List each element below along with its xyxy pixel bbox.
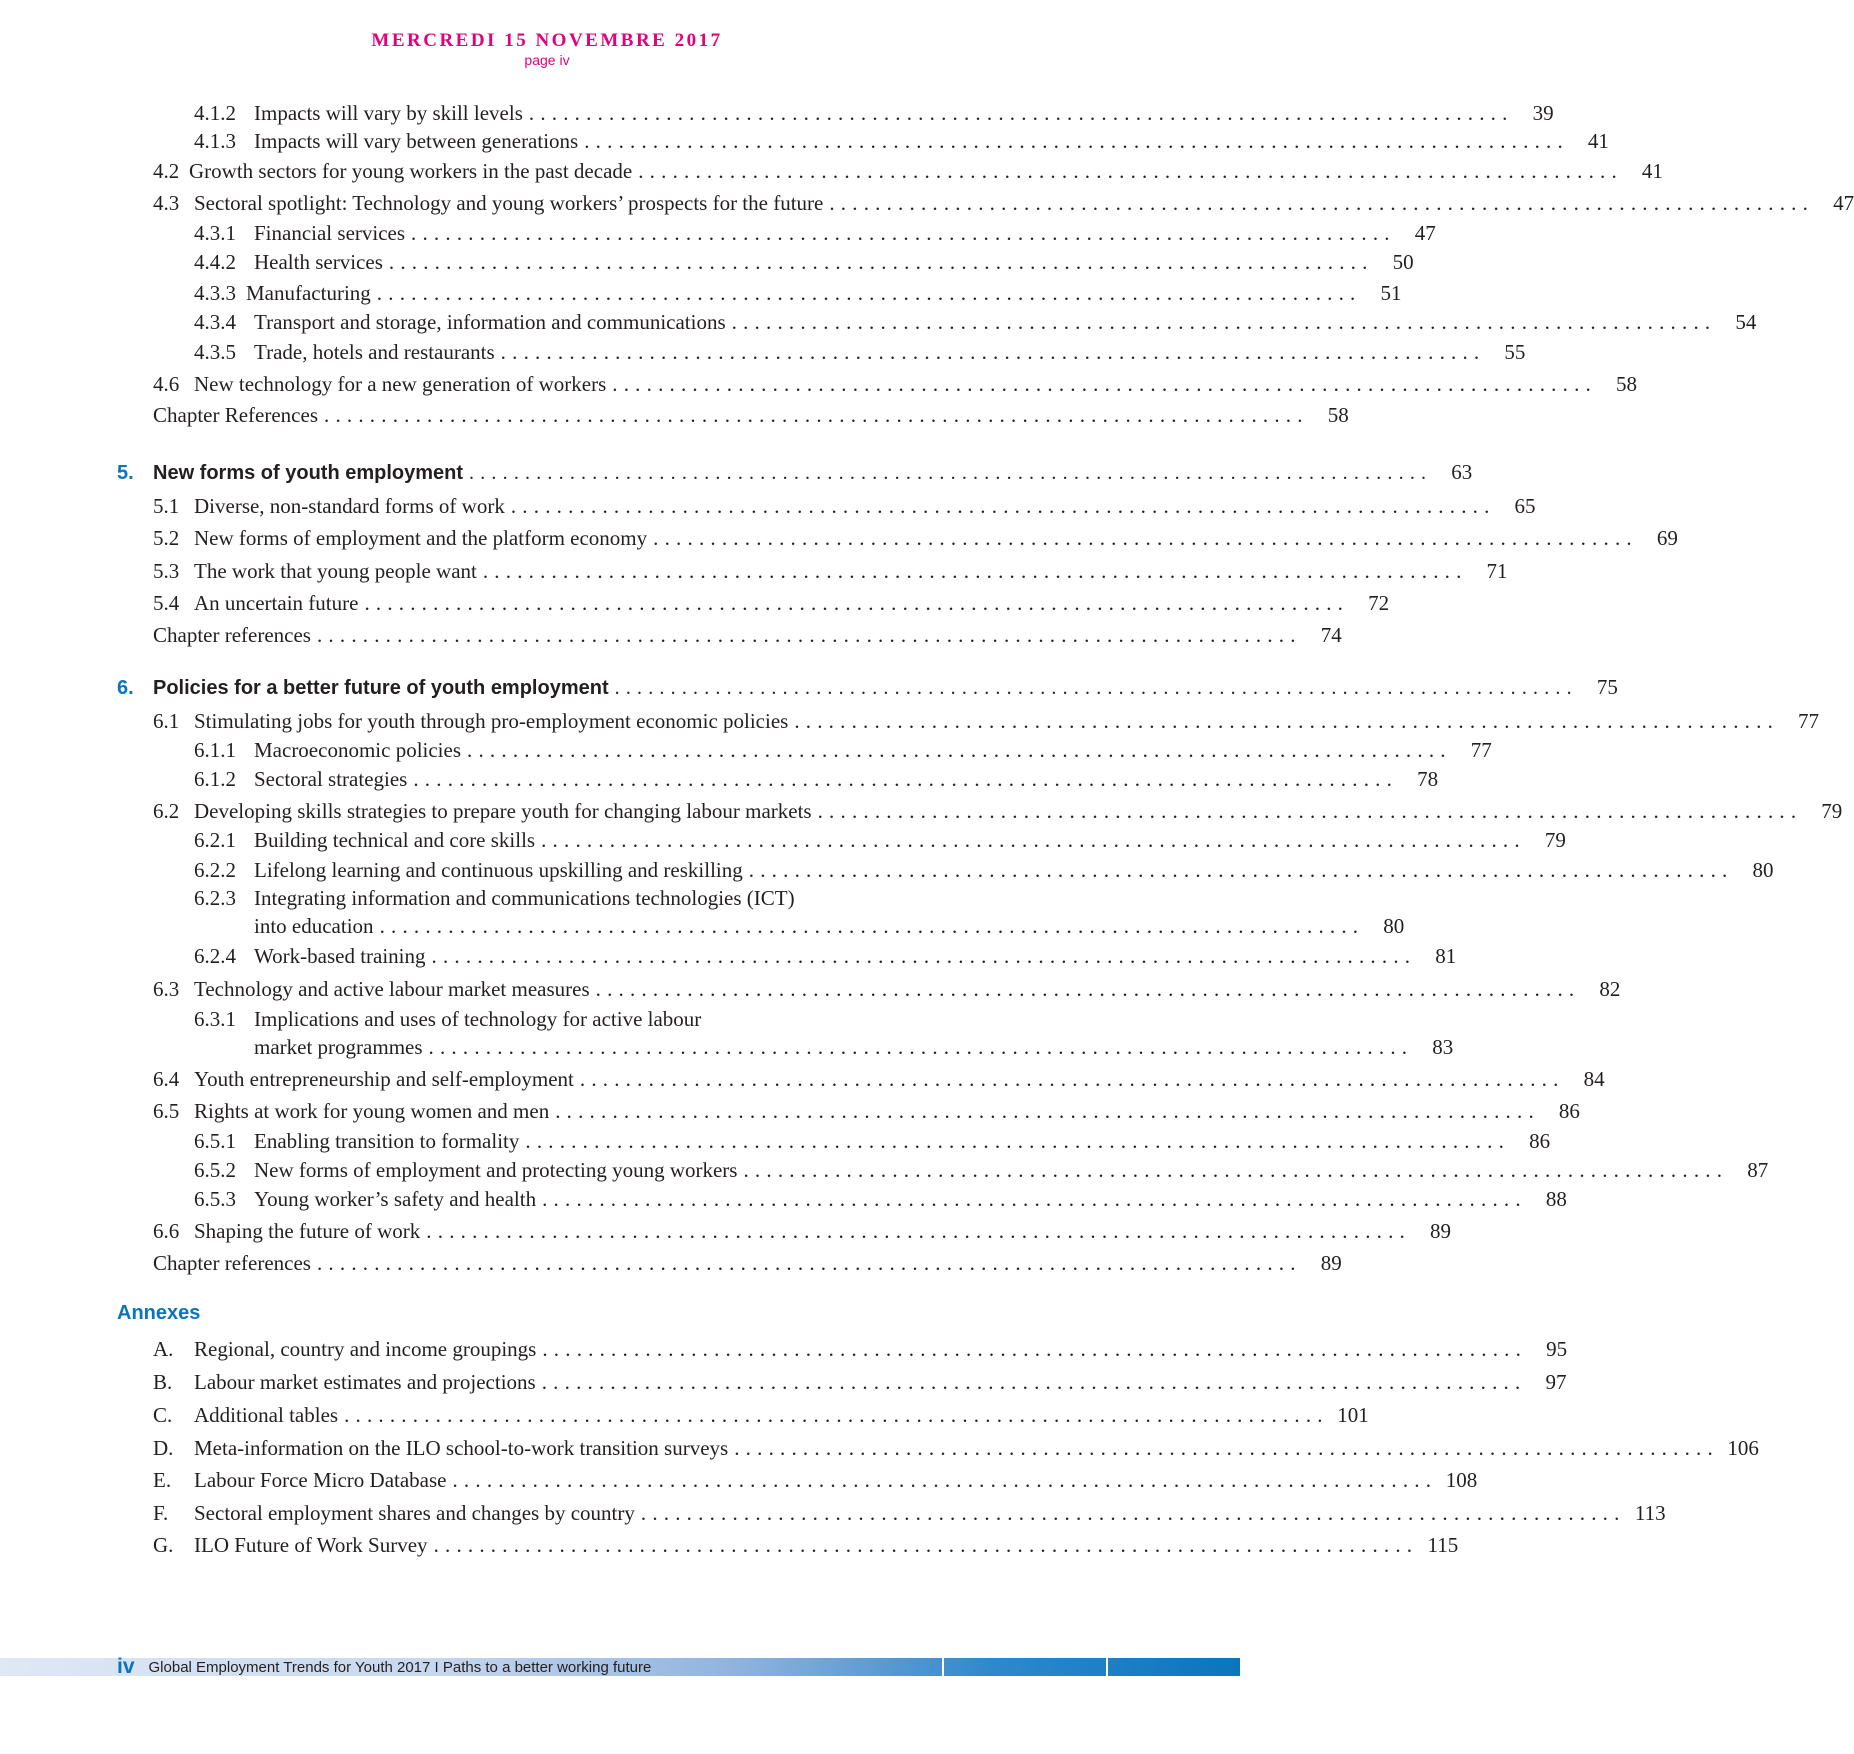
toc-entry-5-4[interactable] — [153, 590, 1390, 616]
toc-entry-page: 79 — [1821, 799, 1843, 823]
dot-leader: ...................................................................................... — [525, 1129, 1511, 1153]
dot-leader: ...................................................................................... — [431, 944, 1417, 968]
toc-entry-6-3-1-first-line[interactable] — [194, 1006, 701, 1032]
toc-entry-page: 47 — [1414, 221, 1436, 245]
toc-entry-number: 6.3 — [153, 977, 180, 1001]
toc-entry-6-2-3-first-line[interactable] — [194, 885, 795, 911]
dot-leader: ...................................................................................... — [653, 526, 1638, 550]
toc-entry-label: Chapter references — [153, 1251, 311, 1275]
dot-leader: ...................................................................................... — [467, 738, 1452, 762]
toc-entry-number: 4.3.1 — [194, 221, 236, 245]
annex-label: ILO Future of Work Survey — [194, 1533, 428, 1557]
toc-entry-6-5[interactable] — [153, 1098, 1580, 1124]
toc-entry-6-5-3[interactable] — [194, 1186, 1567, 1212]
dot-leader: ...................................................................................... — [555, 1099, 1540, 1123]
chapter-number: 5. — [117, 462, 134, 484]
annex-letter: C. — [153, 1403, 173, 1427]
toc-chapter-5[interactable] — [117, 459, 1473, 485]
toc-entry-page: 41 — [1587, 129, 1609, 153]
dot-leader: ...................................................................................... — [794, 709, 1780, 733]
dot-leader: ...................................................................................... — [482, 559, 1468, 583]
footer-title: Global Employment Trends for Youth 2017 I Paths to a better working future — [148, 1658, 652, 1676]
toc-entry-label: Manufacturing — [246, 281, 371, 305]
toc-entry-4-2[interactable] — [153, 158, 1663, 184]
toc-entry-5-1[interactable] — [153, 493, 1536, 519]
toc-entry-page: 81 — [1435, 944, 1457, 968]
toc-entry-number: 4.1.3 — [194, 129, 236, 153]
toc-entry-label: Shaping the future of work — [194, 1219, 421, 1243]
dot-leader: ...................................................................................... — [413, 767, 1399, 791]
toc-entry-label: Work-based training — [254, 944, 426, 968]
footer-divider — [1106, 1658, 1108, 1676]
dot-leader: ...................................................................................... — [541, 828, 1526, 852]
toc-entry-6-4[interactable] — [153, 1066, 1605, 1092]
dot-leader: ...................................................................................... — [469, 462, 1433, 484]
dot-leader: ...................................................................................... — [817, 799, 1803, 823]
toc-entry-6-3[interactable] — [153, 976, 1621, 1002]
toc-entry-page: 74 — [1320, 623, 1342, 647]
annex-label: Sectoral employment shares and changes by country — [194, 1501, 635, 1525]
toc-entry-number: 5.1 — [153, 494, 180, 518]
annex-label: Additional tables — [194, 1403, 339, 1427]
dot-leader: ...................................................................................... — [595, 977, 1581, 1001]
dot-leader: ...................................................................................... — [344, 1403, 1329, 1427]
dot-leader: ...................................................................................... — [731, 310, 1717, 334]
toc-entry-number: 5.3 — [153, 559, 180, 583]
toc-entry-page: 87 — [1747, 1158, 1769, 1182]
annex-page: 115 — [1427, 1533, 1459, 1557]
annex-a[interactable] — [153, 1336, 1568, 1362]
toc-entry-chapter-4-references[interactable] — [153, 402, 1349, 428]
toc-entry-number: 6.3.1 — [194, 1007, 236, 1031]
toc-entry-label: New technology for a new generation of workers — [194, 372, 607, 396]
dot-leader: ...................................................................................... — [510, 494, 1496, 518]
toc-entry-page: 82 — [1599, 977, 1621, 1001]
dot-leader: ...................................................................................... — [376, 281, 1362, 305]
annex-e[interactable] — [153, 1467, 1478, 1493]
toc-entry-page: 86 — [1558, 1099, 1580, 1123]
toc-entry-label: Transport and storage, information and communications — [254, 310, 726, 334]
toc-entry-page: 55 — [1504, 340, 1526, 364]
toc-entry-6-5-1[interactable] — [194, 1128, 1551, 1154]
toc-entry-number: 6.1.2 — [194, 767, 236, 791]
annexes-heading[interactable]: Annexes — [117, 1302, 201, 1324]
toc-entry-number: 5.4 — [153, 591, 180, 615]
annex-f[interactable] — [153, 1500, 1666, 1526]
dot-leader: ...................................................................................... — [734, 1436, 1719, 1460]
toc-entry-label: Developing skills strategies to prepare youth for changing labour markets — [194, 799, 812, 823]
dot-leader: ...................................................................................... — [316, 623, 1302, 647]
toc-entry-label: Chapter references — [153, 623, 311, 647]
toc-entry-page: 41 — [1641, 159, 1663, 183]
toc-entry-page: 47 — [1833, 191, 1854, 215]
toc-entry-label: Diverse, non-standard forms of work — [194, 494, 505, 518]
dot-leader: ...................................................................................... — [743, 1158, 1729, 1182]
toc-entry-label: Health services — [254, 250, 383, 274]
toc-entry-4-3-1[interactable] — [194, 220, 1436, 246]
toc-entry-number: 4.3.3 — [194, 281, 236, 305]
toc-entry-4-3-3[interactable] — [194, 280, 1402, 306]
annex-g[interactable] — [153, 1532, 1459, 1558]
toc-entry-page: 77 — [1798, 709, 1820, 733]
dot-leader: ...................................................................................... — [584, 129, 1569, 153]
toc-entry-page: 72 — [1368, 591, 1390, 615]
toc-entry-number: 4.6 — [153, 372, 180, 396]
toc-entry-6-5-2[interactable] — [194, 1157, 1769, 1183]
annex-page: 97 — [1545, 1370, 1567, 1394]
dot-leader: ...................................................................................... — [542, 1337, 1528, 1361]
toc-entry-label: New forms of employment and the platform economy — [194, 526, 648, 550]
toc-entry-label: New forms of employment and protecting young workers — [254, 1158, 738, 1182]
dot-leader: ...................................................................................... — [426, 1219, 1411, 1243]
toc-entry-6-1-1[interactable] — [194, 737, 1492, 763]
toc-entry-page: 39 — [1532, 101, 1554, 125]
toc-entry-6-2-4[interactable] — [194, 943, 1457, 969]
toc-entry-page: 77 — [1470, 738, 1492, 762]
toc-entry-page: 58 — [1327, 403, 1349, 427]
toc-chapter-6[interactable] — [117, 674, 1618, 700]
annex-letter: F. — [153, 1501, 169, 1525]
toc-entry-page: 71 — [1486, 559, 1508, 583]
toc-entry-page: 65 — [1514, 494, 1536, 518]
toc-entry-page: 63 — [1451, 460, 1473, 484]
dot-leader: ...................................................................................... — [612, 372, 1597, 396]
toc-entry-page: 84 — [1583, 1067, 1605, 1091]
toc-entry-6-2-3[interactable] — [254, 913, 1405, 939]
toc-entry-page: 83 — [1432, 1035, 1454, 1059]
toc-entry-number: 6.5 — [153, 1099, 180, 1123]
toc-entry-label: The work that young people want — [194, 559, 477, 583]
toc-entry-6-3-1[interactable] — [254, 1034, 1454, 1060]
toc-entry-page: 88 — [1545, 1187, 1567, 1211]
toc-entry-5-3[interactable] — [153, 558, 1508, 584]
annex-letter: A. — [153, 1337, 174, 1361]
toc-entry-number: 6.4 — [153, 1067, 180, 1091]
toc-entry-label: Implications and uses of technology for active labour — [254, 1007, 702, 1031]
toc-entry-label: Building technical and core skills — [254, 828, 536, 852]
annex-page: 106 — [1727, 1436, 1759, 1460]
toc-entry-number: 4.2 — [153, 159, 180, 183]
toc-entry-label-continued: into education — [254, 914, 374, 938]
chapter-number: 6. — [117, 677, 134, 699]
annex-page: 101 — [1337, 1403, 1369, 1427]
toc-entry-number: 6.2.4 — [194, 944, 236, 968]
dot-leader: ...................................................................................... — [748, 858, 1734, 882]
footer-page-number: iv — [117, 1655, 135, 1678]
toc-entry-number: 4.1.2 — [194, 101, 236, 125]
dot-leader: ...................................................................................... — [428, 1035, 1414, 1059]
toc-entry-number: 6.2 — [153, 799, 180, 823]
date-stamp: MERCREDI 15 NOVEMBRE 2017 — [371, 30, 723, 51]
toc-entry-label: Financial services — [254, 221, 406, 245]
dot-leader: ...................................................................................... — [433, 1533, 1419, 1557]
dot-leader: ...................................................................................... — [364, 591, 1350, 615]
annex-letter: D. — [153, 1436, 174, 1460]
toc-entry-number: 6.1.1 — [194, 738, 236, 762]
toc-entry-page: 89 — [1320, 1251, 1342, 1275]
toc-entry-page: 89 — [1430, 1219, 1451, 1243]
annex-c[interactable] — [153, 1402, 1369, 1428]
annex-b[interactable] — [153, 1369, 1567, 1395]
toc-entry-label: Technology and active labour market measures — [194, 977, 590, 1001]
toc-entry-number: 4.4.2 — [194, 250, 236, 274]
toc-entry-number: 6.5.3 — [194, 1187, 236, 1211]
toc-entry-number: 4.3.5 — [194, 340, 236, 364]
annex-letter: B. — [153, 1370, 173, 1394]
toc-entry-page: 50 — [1392, 250, 1414, 274]
dot-leader: ...................................................................................... — [452, 1468, 1438, 1492]
toc-entry-page: 69 — [1656, 526, 1678, 550]
annex-label: Meta-information on the ILO school-to-work transition surveys — [194, 1436, 729, 1460]
toc-entry-4-3-5[interactable] — [194, 339, 1526, 365]
toc-entry-4-3[interactable] — [153, 190, 1854, 216]
toc-entry-number: 6.2.3 — [194, 886, 236, 910]
dot-leader: ...................................................................................... — [638, 159, 1623, 183]
toc-entry-number: 4.3 — [153, 191, 180, 215]
chapter-title: New forms of youth employment — [153, 462, 464, 484]
dot-leader: ...................................................................................... — [500, 340, 1486, 364]
dot-leader: ...................................................................................... — [411, 221, 1396, 245]
toc-entry-page: 79 — [1544, 828, 1566, 852]
chapter-title: Policies for a better future of youth employment — [153, 677, 609, 699]
dot-leader: ...................................................................................... — [542, 1187, 1527, 1211]
dot-leader: ...................................................................................... — [316, 1251, 1302, 1275]
toc-entry-page: 58 — [1615, 372, 1637, 396]
toc-entry-label: Impacts will vary by skill levels — [254, 101, 523, 125]
toc-entry-chapter-5-references[interactable] — [153, 622, 1342, 648]
toc-entry-number: 6.2.2 — [194, 858, 236, 882]
toc-entry-label: Chapter References — [153, 403, 318, 427]
toc-entry-4-4-2[interactable] — [194, 249, 1414, 275]
running-footer — [117, 1656, 651, 1678]
toc-entry-4-1-3[interactable] — [194, 128, 1609, 154]
toc-entry-label: Impacts will vary between generations — [254, 129, 579, 153]
annex-letter: G. — [153, 1533, 174, 1557]
toc-entry-number: 6.1 — [153, 709, 180, 733]
dot-leader: ...................................................................................... — [388, 250, 1374, 274]
toc-entry-label: Enabling transition to formality — [254, 1129, 520, 1153]
annex-page: 108 — [1445, 1468, 1478, 1492]
dot-leader: ...................................................................................... — [614, 677, 1578, 699]
toc-entry-label: Rights at work for young women and men — [194, 1099, 550, 1123]
annex-page: 113 — [1634, 1501, 1666, 1525]
toc-entry-label: Sectoral spotlight: Technology and young workers’ prospects for the future — [194, 191, 824, 215]
dot-leader: ...................................................................................... — [829, 191, 1815, 215]
toc-entry-label-continued: market programmes — [254, 1035, 423, 1059]
dot-leader: ...................................................................................... — [379, 914, 1365, 938]
toc-entry-label: An uncertain future — [194, 591, 359, 615]
annex-d[interactable] — [153, 1435, 1759, 1461]
toc-entry-label: Growth sectors for young workers in the past decade — [189, 159, 633, 183]
toc-entry-number: 6.2.1 — [194, 828, 236, 852]
annex-letter: E. — [153, 1468, 172, 1492]
toc-entry-6-1-2[interactable] — [194, 766, 1439, 792]
toc-entry-number: 6.5.1 — [194, 1129, 236, 1153]
dot-leader: ...................................................................................... — [640, 1501, 1626, 1525]
toc-entry-label: Macroeconomic policies — [254, 738, 462, 762]
toc-entry-number: 6.5.2 — [194, 1158, 236, 1182]
toc-entry-4-3-4[interactable] — [194, 309, 1757, 335]
toc-entry-label: Sectoral strategies — [254, 767, 408, 791]
toc-entry-4-1-2[interactable] — [194, 100, 1554, 126]
toc-entry-number: 4.3.4 — [194, 310, 236, 334]
toc-entry-6-1[interactable] — [153, 708, 1820, 734]
toc-entry-label: Stimulating jobs for youth through pro-employment economic policies — [194, 709, 789, 733]
annex-label: Labour market estimates and projections — [194, 1370, 536, 1394]
toc-entry-6-2-1[interactable] — [194, 827, 1566, 853]
toc-entry-page: 54 — [1735, 310, 1757, 334]
toc-entry-4-6[interactable] — [153, 371, 1637, 397]
footer-divider — [942, 1658, 944, 1676]
toc-entry-6-6[interactable] — [153, 1218, 1451, 1244]
toc-entry-6-2-2[interactable] — [194, 857, 1774, 883]
toc-entry-page: 86 — [1529, 1129, 1551, 1153]
toc-entry-6-2[interactable] — [153, 798, 1843, 824]
toc-entry-page: 80 — [1383, 914, 1405, 938]
dot-leader: ...................................................................................... — [541, 1370, 1527, 1394]
dot-leader: ...................................................................................... — [324, 403, 1309, 427]
annex-label: Labour Force Micro Database — [194, 1468, 447, 1492]
toc-entry-5-2[interactable] — [153, 525, 1678, 551]
toc-entry-number: 5.2 — [153, 526, 180, 550]
dot-leader: ...................................................................................... — [528, 101, 1514, 125]
dot-leader: ...................................................................................... — [579, 1067, 1565, 1091]
annex-page: 95 — [1546, 1337, 1568, 1361]
toc-entry-label: Young worker’s safety and health — [254, 1187, 537, 1211]
toc-entry-page: 80 — [1752, 858, 1774, 882]
annex-label: Regional, country and income groupings — [194, 1337, 537, 1361]
toc-entry-page: 78 — [1417, 767, 1439, 791]
page-label: page iv — [524, 52, 570, 68]
toc-entry-number: 6.6 — [153, 1219, 180, 1243]
toc-entry-page: 51 — [1380, 281, 1402, 305]
toc-entry-chapter-6-references[interactable] — [153, 1250, 1342, 1276]
toc-entry-label: Lifelong learning and continuous upskilling and reskilling — [254, 858, 743, 882]
toc-entry-label: Integrating information and communications technologies (ICT) — [254, 886, 795, 910]
toc-entry-page: 75 — [1596, 675, 1618, 699]
toc-entry-label: Youth entrepreneurship and self-employment — [194, 1067, 574, 1091]
toc-entry-label: Trade, hotels and restaurants — [254, 340, 495, 364]
